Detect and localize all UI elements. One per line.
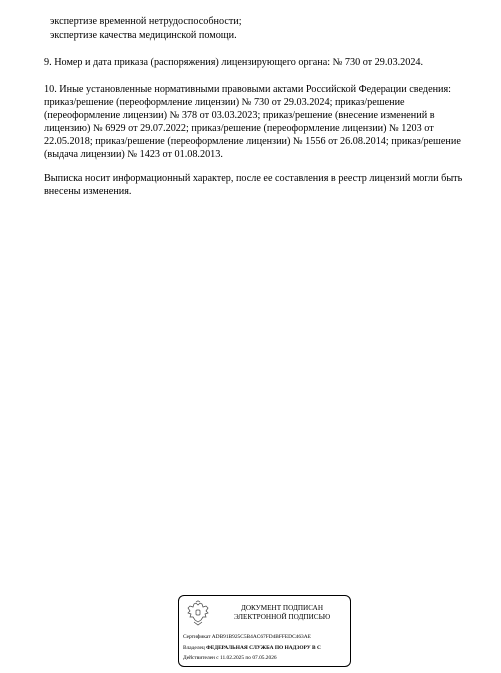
list-item: экспертизе качества медицинской помощи. — [50, 30, 237, 41]
section-10-text: лицензию) № 6929 от 29.07.2022; приказ/решение (переоформление лицензии) № 1203 от — [44, 123, 434, 134]
section-9-text: 9. Номер и дата приказа (распоряжения) лицензирующего органа: № 730 от 29.03.2024. — [44, 57, 424, 68]
disclaimer-text: Выписка носит информационный характер, после ее составления в реестр лицензий могли быть — [44, 173, 463, 184]
section-10-text: приказ/решение (переоформление лицензии) № 730 от 29.03.2024; приказ/решение — [44, 97, 405, 108]
stamp-owner: ФЕДЕРАЛЬНАЯ СЛУЖБА ПО НАДЗОРУ В С — [206, 645, 321, 651]
section-10-text: 22.05.2018; приказ/решение (переоформление лицензии) № 1556 от 26.08.2014; приказ/решение — [44, 136, 461, 147]
stamp-validity: Действителен с 11.02.2025 по 07.05.2026 — [183, 655, 277, 661]
stamp-subtitle: ЭЛЕКТРОННОЙ ПОДПИСЬЮ — [233, 613, 331, 621]
double-headed-eagle-emblem-icon — [185, 600, 211, 626]
stamp-owner-label: Владелец — [183, 645, 207, 651]
stamp-certificate: Сертификат ADB91B925C5B4AC67FD4BFFEDC463AE — [183, 634, 311, 640]
electronic-signature-stamp — [178, 595, 351, 667]
section-10-heading: 10. Иные установленные нормативными правовыми актами Российской Федерации сведения: — [44, 84, 452, 95]
section-10-text: (переоформление лицензии) № 378 от 03.03.2023; приказ/решение (внесение изменений в — [44, 110, 435, 121]
list-item: экспертизе временной нетрудоспособности; — [50, 16, 242, 27]
stamp-title: ДОКУМЕНТ ПОДПИСАН — [240, 604, 324, 612]
disclaimer-text: внесены изменения. — [44, 186, 132, 197]
stamp-owner-line — [183, 645, 321, 652]
section-10-text: (выдача лицензии) № 1423 от 01.08.2013. — [44, 149, 223, 160]
